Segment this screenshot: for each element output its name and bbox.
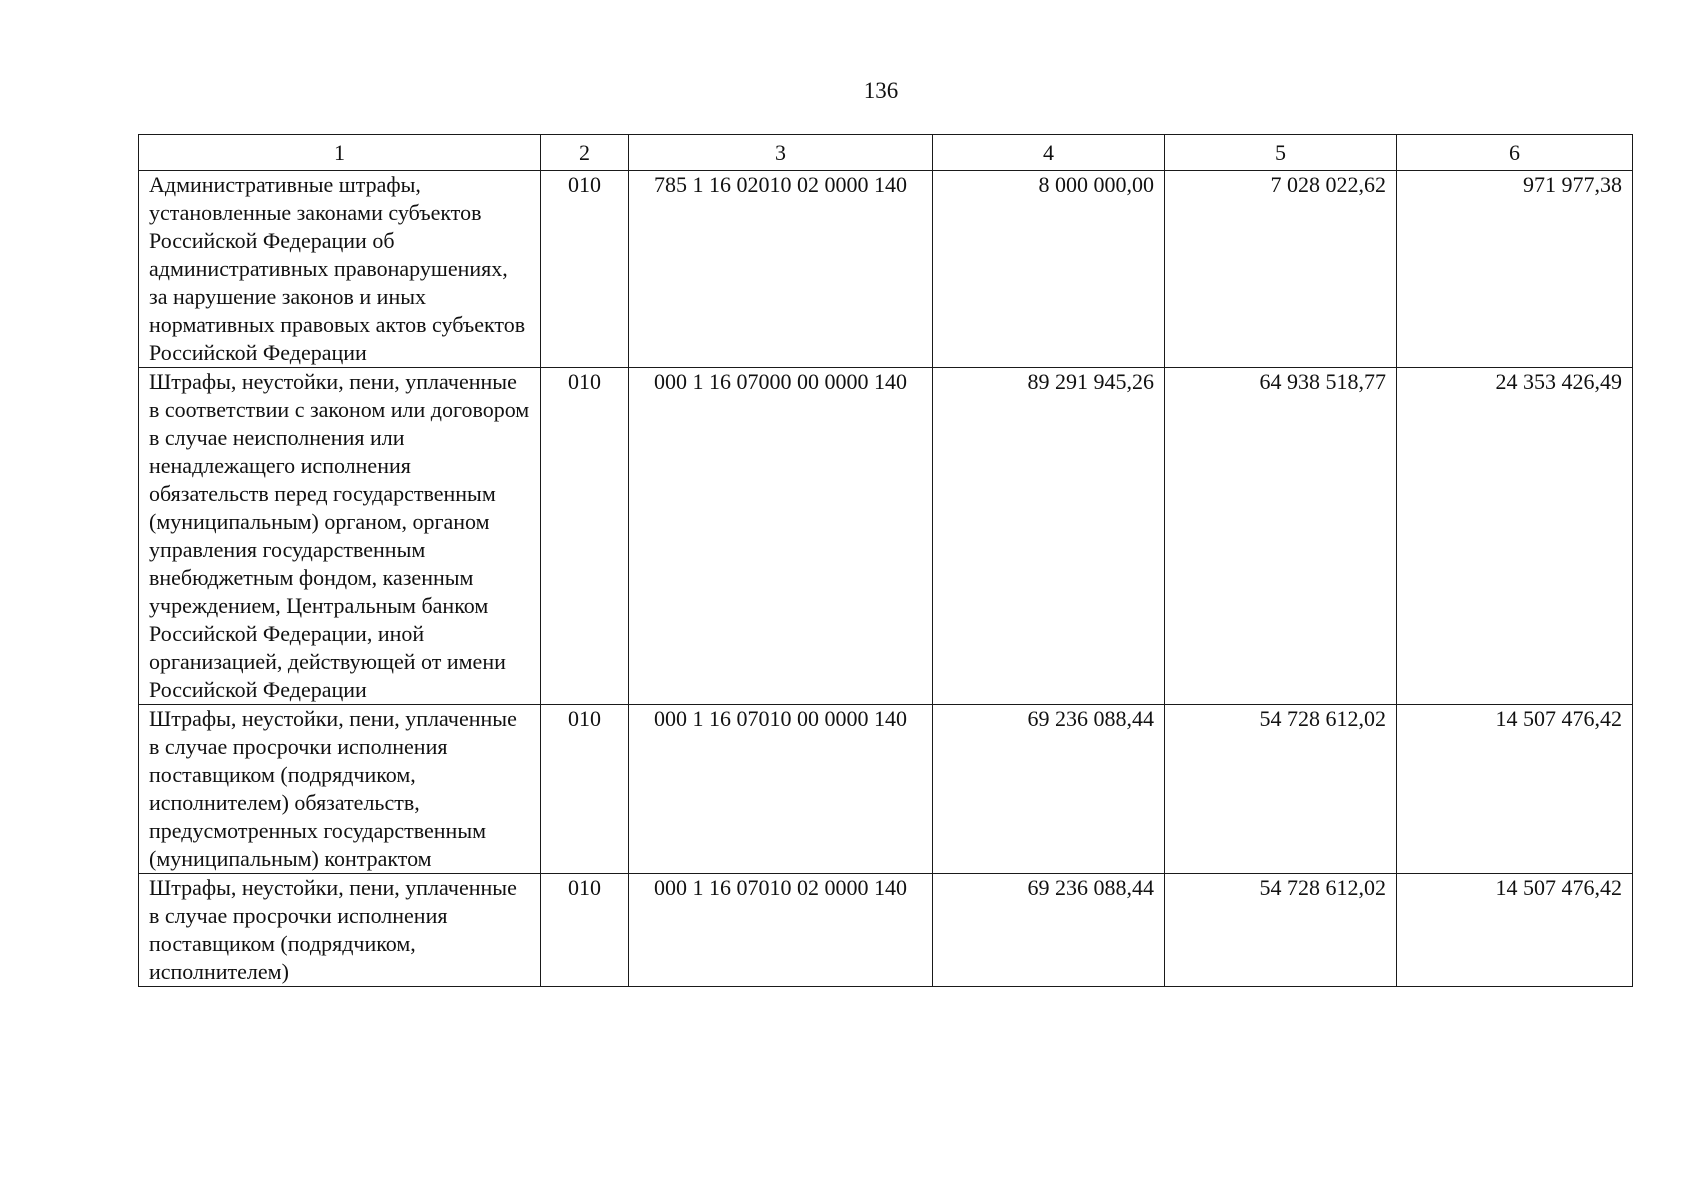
- approved-amount-cell: 69 236 088,44: [933, 705, 1165, 874]
- approved-amount-cell: 8 000 000,00: [933, 171, 1165, 368]
- approved-amount-cell: 89 291 945,26: [933, 368, 1165, 705]
- row-name-cell: Штрафы, неустойки, пени, уплаченные в соответствии с законом или договором в случае неисполнения или ненадлежащего исполнения обязательств перед государственным (муниципальным) органом, органом управления государственным внебюджетным фондом, казенным учреждением, Центральным банком Российской Федерации, иной организацией, действующей от имени Российской Федерации: [139, 368, 541, 705]
- column-header: 1: [139, 135, 541, 171]
- admin-code-cell: 010: [541, 368, 629, 705]
- row-name-cell: Административные штрафы, установленные законами субъектов Российской Федерации об административных правонарушениях, за нарушение законов и иных нормативных правовых актов субъектов Российской Федерации: [139, 171, 541, 368]
- revenue-table: [138, 134, 1633, 987]
- table-row: [139, 874, 1633, 987]
- executed-amount-cell: 64 938 518,77: [1165, 368, 1397, 705]
- remaining-amount-cell: 14 507 476,42: [1397, 705, 1633, 874]
- kbk-code-cell: 000 1 16 07000 00 0000 140: [629, 368, 933, 705]
- remaining-amount-cell: 14 507 476,42: [1397, 874, 1633, 987]
- remaining-amount-cell: 24 353 426,49: [1397, 368, 1633, 705]
- kbk-code-cell: 000 1 16 07010 02 0000 140: [629, 874, 933, 987]
- admin-code-cell: 010: [541, 705, 629, 874]
- row-name-cell: Штрафы, неустойки, пени, уплаченные в случае просрочки исполнения поставщиком (подрядчиком, исполнителем): [139, 874, 541, 987]
- column-header: 4: [933, 135, 1165, 171]
- admin-code-cell: 010: [541, 171, 629, 368]
- column-header: 5: [1165, 135, 1397, 171]
- kbk-code-cell: 000 1 16 07010 00 0000 140: [629, 705, 933, 874]
- table-row: [139, 171, 1633, 368]
- column-header: 3: [629, 135, 933, 171]
- executed-amount-cell: 54 728 612,02: [1165, 705, 1397, 874]
- page-number: 136: [863, 78, 899, 103]
- column-header: 2: [541, 135, 629, 171]
- approved-amount-cell: 69 236 088,44: [933, 874, 1165, 987]
- remaining-amount-cell: 971 977,38: [1397, 171, 1633, 368]
- column-header: 6: [1397, 135, 1633, 171]
- table-row: [139, 705, 1633, 874]
- table-header-row: [139, 135, 1633, 171]
- table-row: [139, 368, 1633, 705]
- admin-code-cell: 010: [541, 874, 629, 987]
- executed-amount-cell: 54 728 612,02: [1165, 874, 1397, 987]
- kbk-code-cell: 785 1 16 02010 02 0000 140: [629, 171, 933, 368]
- executed-amount-cell: 7 028 022,62: [1165, 171, 1397, 368]
- row-name-cell: Штрафы, неустойки, пени, уплаченные в случае просрочки исполнения поставщиком (подрядчиком, исполнителем) обязательств, предусмотренных государственным (муниципальным) контрактом: [139, 705, 541, 874]
